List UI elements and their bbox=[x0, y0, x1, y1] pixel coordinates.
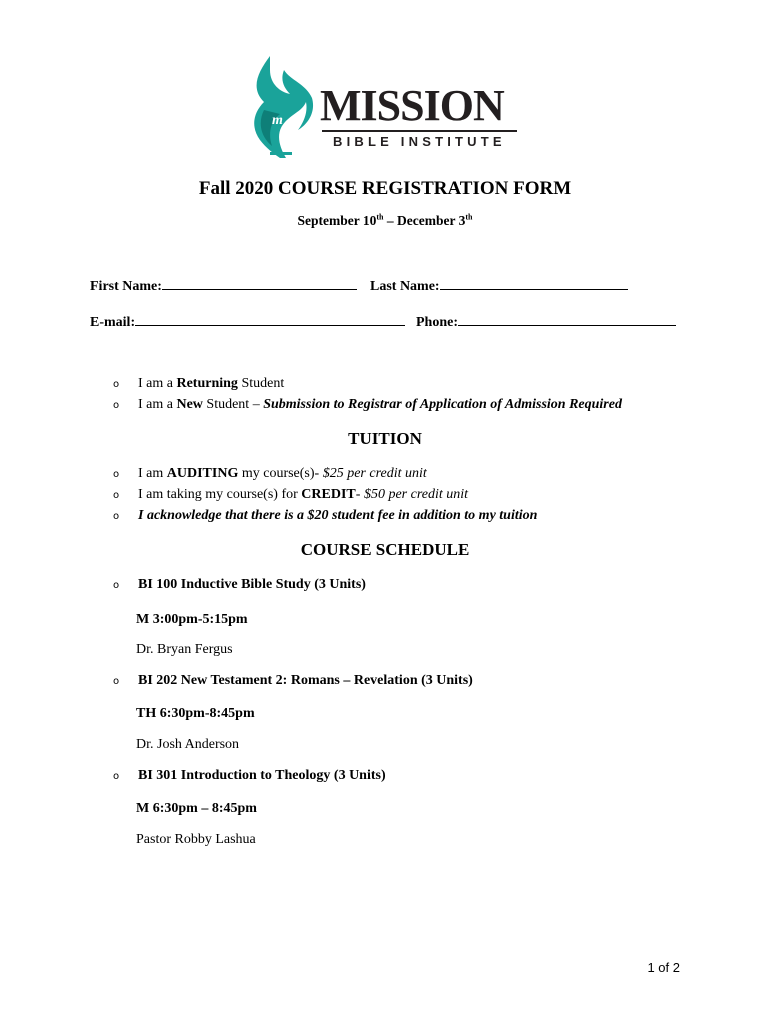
course-instructor: Pastor Robby Lashua bbox=[136, 832, 256, 847]
course-name: BI 301 Introduction to Theology (3 Units) bbox=[138, 768, 386, 783]
course-option-bi100[interactable] bbox=[113, 577, 366, 593]
checkbox-icon[interactable]: o bbox=[113, 771, 120, 782]
checkbox-icon[interactable]: o bbox=[113, 400, 120, 411]
checkbox-icon[interactable]: o bbox=[113, 490, 120, 501]
course-schedule-heading: COURSE SCHEDULE bbox=[300, 540, 470, 559]
page-number: 1 of 2 bbox=[647, 960, 680, 975]
checkbox-icon[interactable]: o bbox=[113, 676, 120, 687]
first-name-blank[interactable] bbox=[162, 275, 357, 290]
checkbox-icon[interactable]: o bbox=[113, 511, 120, 522]
tuition-heading: TUITION bbox=[348, 429, 422, 448]
course-option-bi202[interactable] bbox=[113, 673, 473, 689]
course-instructor: Dr. Bryan Fergus bbox=[136, 642, 233, 657]
date-range: September 10th – December 3th bbox=[297, 212, 473, 228]
phone-blank[interactable] bbox=[458, 311, 676, 326]
course-name: BI 202 New Testament 2: Romans – Revelation (3 Units) bbox=[138, 673, 473, 688]
auditing-option[interactable]: o I am AUDITING my course(s)- $25 per credit unit bbox=[113, 466, 427, 481]
last-name-blank[interactable] bbox=[440, 275, 628, 290]
email-label: E-mail: bbox=[90, 315, 136, 330]
credit-option[interactable]: o I am taking my course(s) for CREDIT- $50 per credit unit bbox=[113, 487, 469, 502]
checkbox-icon[interactable]: o bbox=[113, 469, 120, 480]
new-student-option[interactable]: o I am a New Student – Submission to Registrar of Application of Admission Required bbox=[113, 397, 622, 412]
form-title: Fall 2020 COURSE REGISTRATION FORM bbox=[198, 178, 572, 199]
course-option-bi301[interactable] bbox=[113, 768, 386, 784]
course-instructor: Dr. Josh Anderson bbox=[136, 737, 240, 752]
last-name-label: Last Name: bbox=[370, 279, 440, 294]
phone-label: Phone: bbox=[416, 315, 458, 330]
last-name-field[interactable] bbox=[370, 275, 628, 295]
first-name-field[interactable] bbox=[90, 275, 357, 295]
course-time: M 3:00pm-5:15pm bbox=[136, 612, 248, 627]
phone-field[interactable] bbox=[416, 311, 676, 331]
course-time: TH 6:30pm-8:45pm bbox=[136, 706, 255, 721]
logo-wordmark: MISSION bbox=[320, 81, 504, 130]
first-name-label: First Name: bbox=[90, 279, 162, 294]
checkbox-icon[interactable]: o bbox=[113, 580, 120, 591]
email-field[interactable] bbox=[90, 311, 405, 331]
logo-subtitle: BIBLE INSTITUTE bbox=[333, 134, 506, 149]
course-time: M 6:30pm – 8:45pm bbox=[136, 801, 257, 816]
checkbox-icon[interactable]: o bbox=[113, 379, 120, 390]
logo-divider bbox=[322, 130, 517, 132]
email-blank[interactable] bbox=[135, 311, 405, 326]
svg-text:m: m bbox=[272, 113, 283, 128]
student-fee-acknowledgement[interactable]: o I acknowledge that there is a $20 student fee in addition to my tuition bbox=[113, 508, 538, 523]
returning-student-option[interactable]: o I am a Returning Student bbox=[113, 376, 285, 391]
course-name: BI 100 Inductive Bible Study (3 Units) bbox=[138, 577, 366, 592]
